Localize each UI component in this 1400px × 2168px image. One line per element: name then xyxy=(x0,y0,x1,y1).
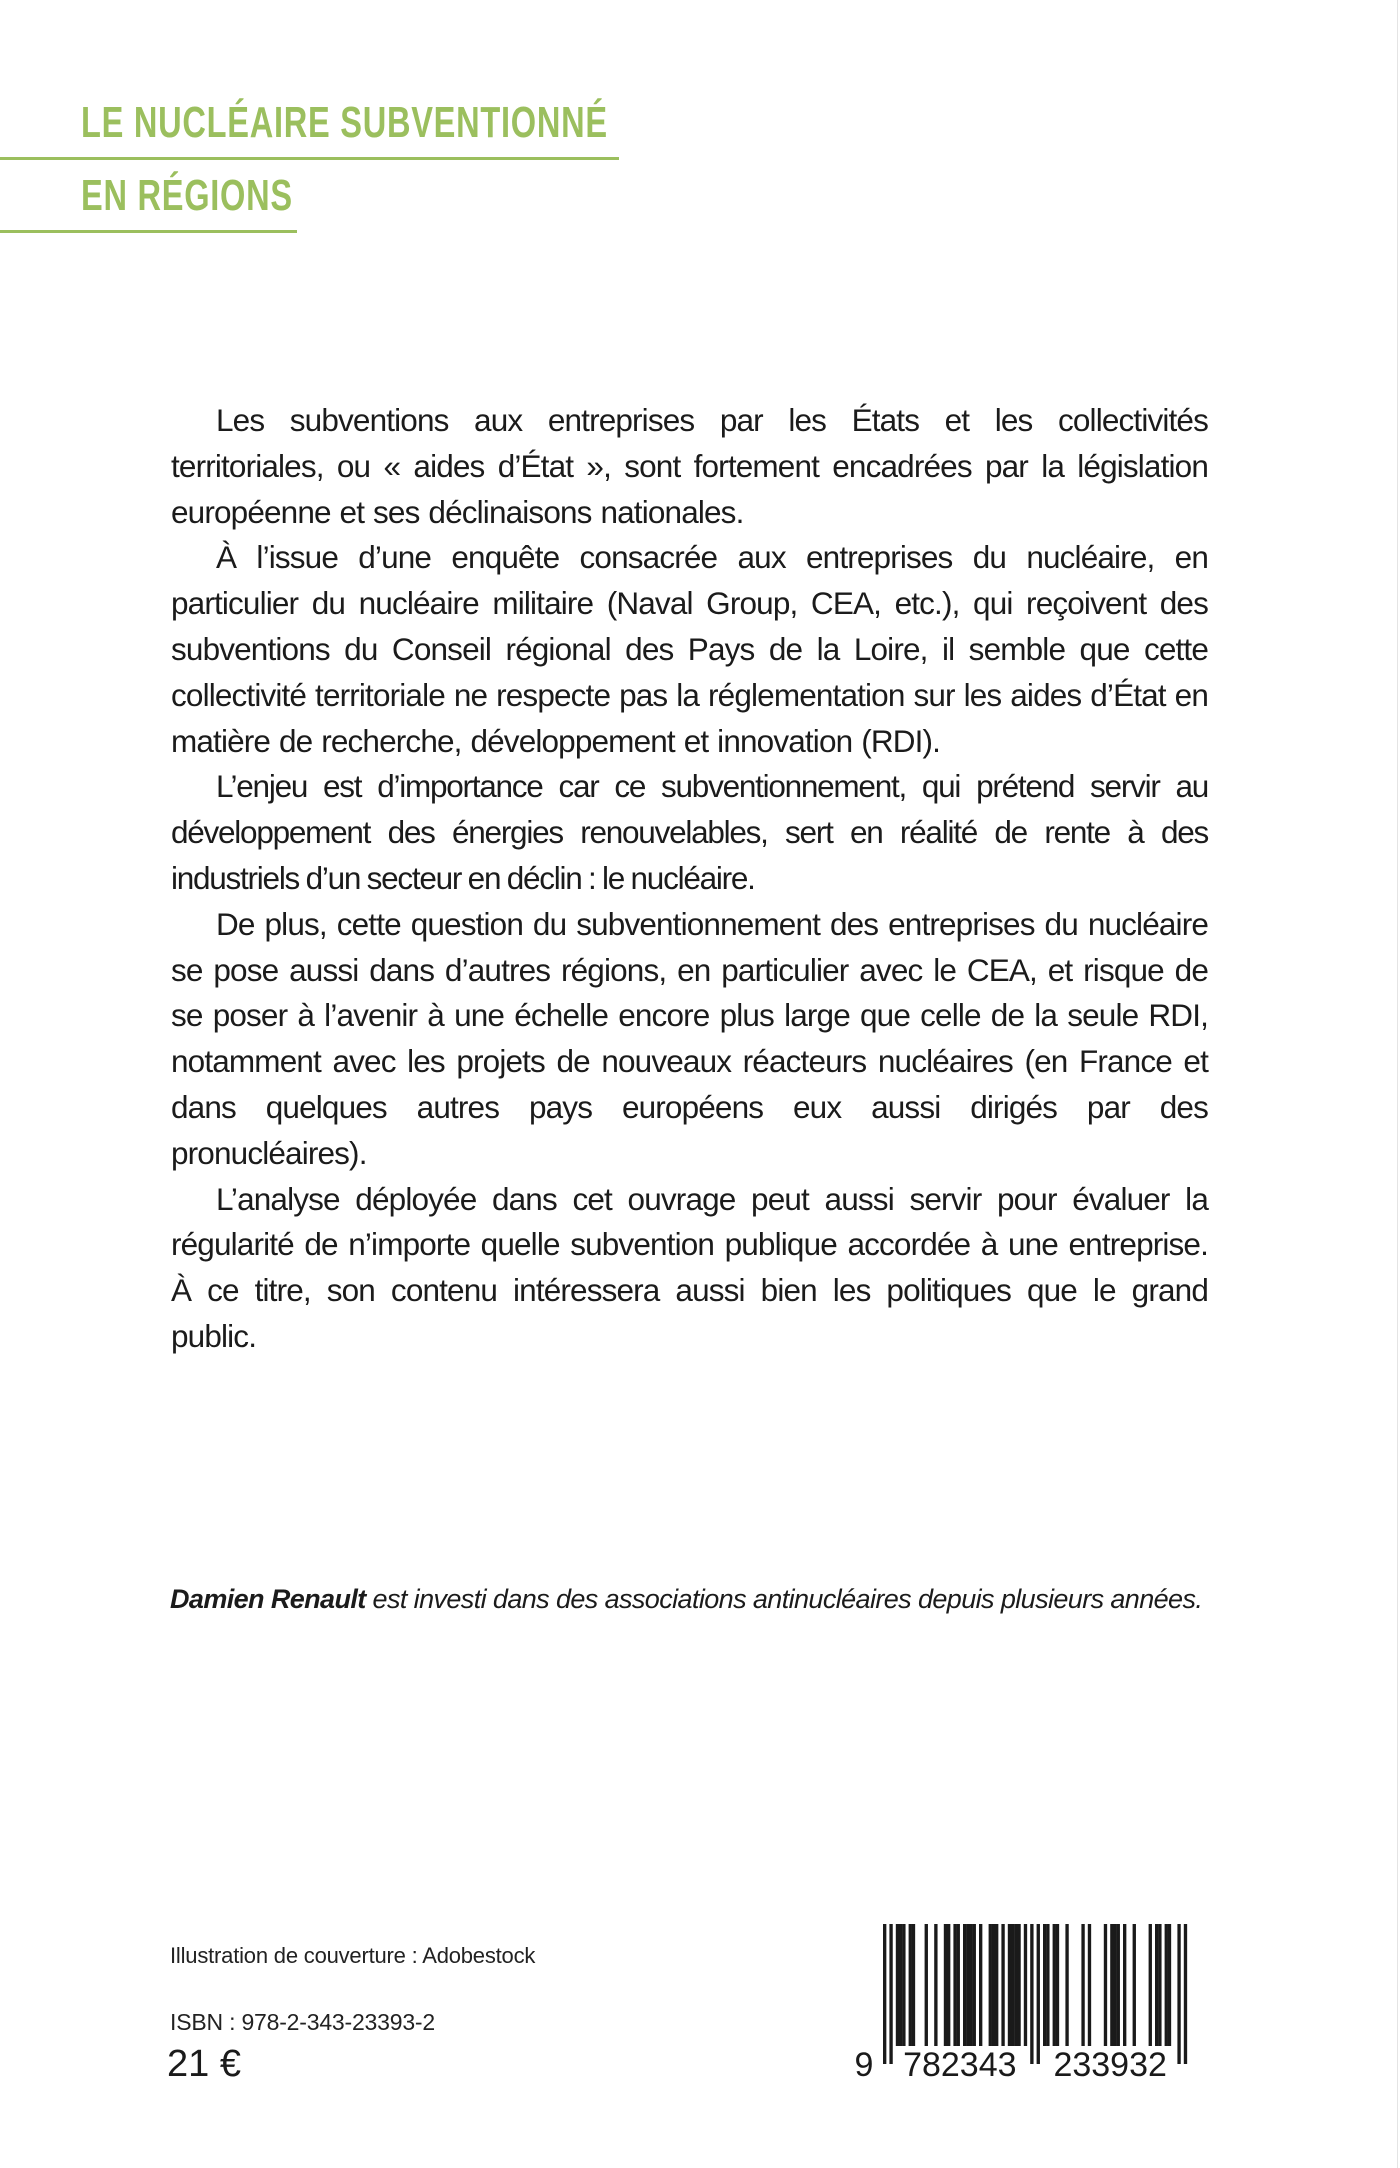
page-edge xyxy=(1397,0,1398,2168)
title-underline-2 xyxy=(0,230,297,233)
barcode-first-digit: 9 xyxy=(854,2046,874,2084)
blurb-paragraph-1: Les subventions aux entreprises par les États et les collectivités territoriales, ou « aides d’État », sont fortement encadrées par la législation européenne et ses déclinaisons nationales. xyxy=(171,402,1208,530)
blurb-paragraph-3: L’enjeu est d’importance car ce subventionnement, qui prétend servir au développement des énergies renouvelables, sert en réalité de rente à des industriels d’un secteur en déclin : le nucléaire. xyxy=(171,768,1208,896)
blurb-paragraph-2: À l’issue d’une enquête consacrée aux entreprises du nucléaire, en particulier du nucléaire militaire (Naval Group, CEA, etc.), qui reçoivent des subventions du Conseil régional des Pays de la Loire, il semble que cette collectivité territoriale ne respecte pas la réglementation sur les aides d’État en matière de recherche, développement et innovation (RDI). xyxy=(171,539,1208,759)
ean13-barcode xyxy=(850,1920,1195,2085)
isbn: ISBN : 978-2-343-23393-2 xyxy=(170,2009,435,2035)
book-title-line-1: LE NUCLÉAIRE SUBVENTIONNÉ xyxy=(81,98,608,147)
barcode-right-digits: 233932 xyxy=(1053,2046,1167,2084)
title-underline-1 xyxy=(0,157,619,160)
author-bio-text: est investi dans des associations antinucléaires depuis plusieurs années. xyxy=(365,1584,1203,1614)
price: 21 € xyxy=(167,2043,241,2085)
barcode-left-digits: 782343 xyxy=(903,2046,1017,2084)
barcode-bars-icon xyxy=(850,1920,1195,2085)
blurb-paragraph-4: De plus, cette question du subventionnement des entreprises du nucléaire se pose aussi dans d’autres régions, en particulier avec le CEA, et risque de se poser à l’avenir à une échelle encore plus large que celle de la seule RDI, notamment avec les projets de nouveaux réacteurs nucléaires (en France et dans quelques autres pays européens eux aussi dirigés par des pronucléaires). xyxy=(171,905,1208,1171)
blurb-paragraph-5: L’analyse déployée dans cet ouvrage peut aussi servir pour évaluer la régularité de n’importe quelle subvention publique accordée à une entreprise. À ce titre, son contenu intéressera aussi bien les politiques que le grand public. xyxy=(171,1180,1208,1354)
book-title-line-2: EN RÉGIONS xyxy=(81,171,293,220)
author-bio xyxy=(170,1582,1207,1617)
illustration-credit: Illustration de couverture : Adobestock xyxy=(170,1943,536,1968)
author-name: Damien Renault xyxy=(170,1584,366,1614)
back-cover-blurb xyxy=(171,398,1208,1360)
